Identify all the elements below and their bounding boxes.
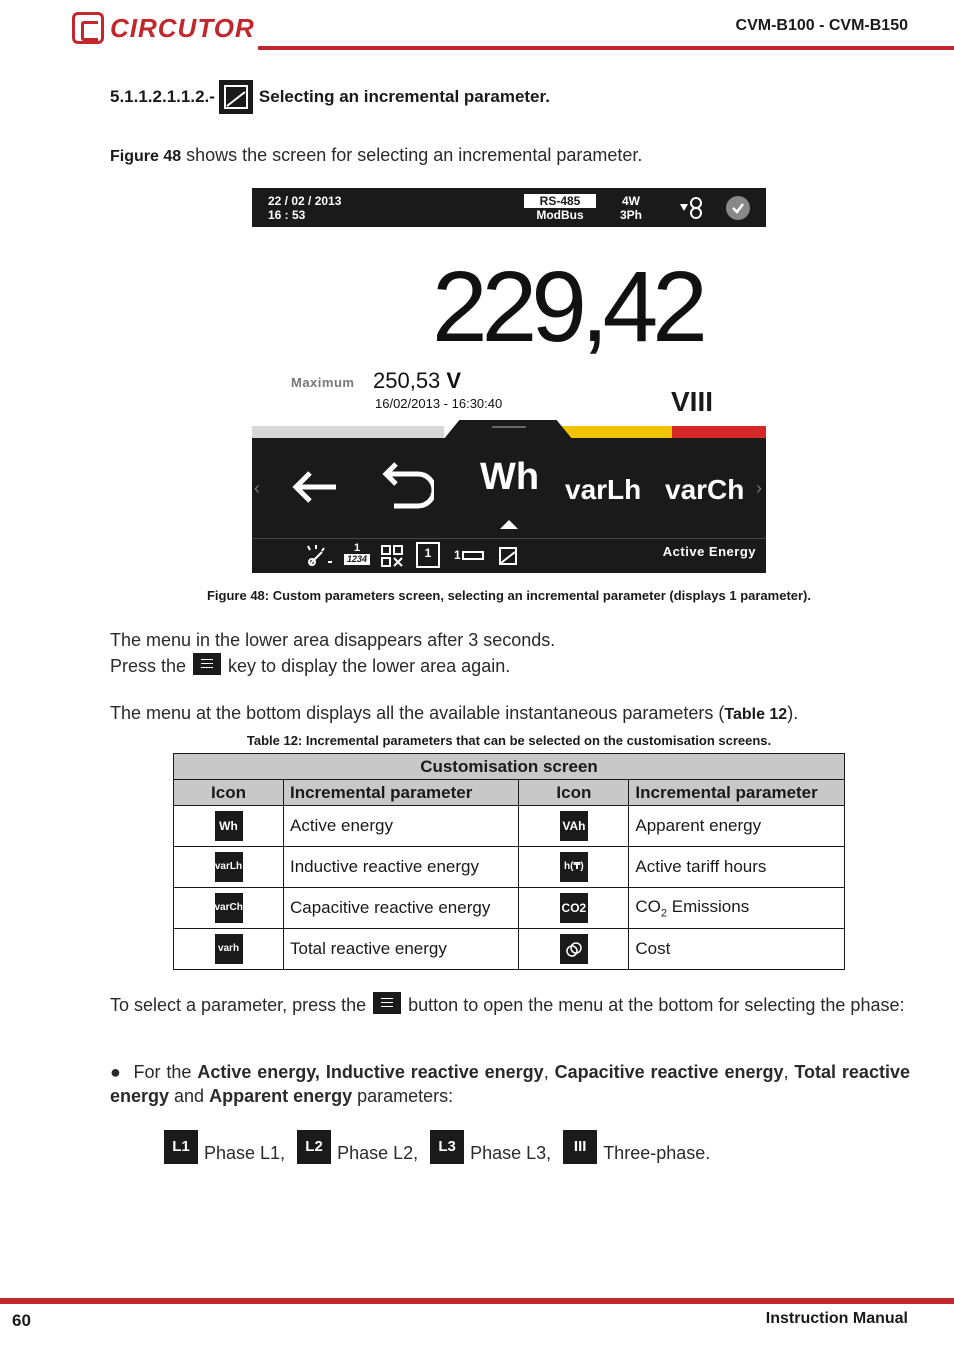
intro-text: shows the screen for selecting an incremental parameter. <box>181 145 643 165</box>
bullet-text: , <box>783 1062 795 1082</box>
menu-item-varch[interactable]: varCh <box>665 474 745 505</box>
menu-item-varlh[interactable]: varLh <box>565 474 642 505</box>
counter-indicator <box>344 543 370 565</box>
menu-key-icon <box>193 653 221 675</box>
document-id: CVM-B100 - CVM-B150 <box>735 17 908 34</box>
table-title: Customisation screen <box>174 754 845 780</box>
page-number: 60 <box>12 1311 31 1330</box>
one-parameter-number: 1 <box>454 548 461 562</box>
bullet-bold: Capacitive reactive energy <box>554 1062 784 1082</box>
select-parameter-paragraph <box>110 992 910 1018</box>
bullet-bold: Apparent energy <box>209 1086 353 1106</box>
wiring-top: 4W <box>622 194 640 208</box>
table-cell <box>629 888 845 929</box>
section-title: Selecting an incremental parameter. <box>258 87 550 106</box>
gauge-icon <box>306 544 334 573</box>
bullet-text: parameters: <box>352 1086 454 1106</box>
brand-logo-icon <box>72 12 104 44</box>
menu-hint-text-b: key to display the lower area again. <box>223 656 511 676</box>
table-cell: Inductive reactive energy <box>284 847 519 888</box>
max-value-number: 250,53 <box>373 368 441 393</box>
table-header: Incremental parameter <box>629 780 845 806</box>
status-parameter-name: Active Energy <box>662 544 756 559</box>
incremental-parameters-table <box>173 753 845 970</box>
bullet-text: and <box>169 1086 210 1106</box>
cost-icon <box>560 934 588 964</box>
figure-reference: Figure 48 <box>110 148 182 165</box>
menu-hint-text-a: Press the <box>110 656 192 676</box>
main-reading: 229,42 <box>432 251 702 363</box>
table-caption: Table 12: Incremental parameters that can be selected on the customisation screens. <box>246 733 772 748</box>
chevron-right-icon[interactable]: › <box>756 478 762 498</box>
co2-icon: CO2 <box>560 893 588 923</box>
max-value-unit: V <box>446 368 462 393</box>
screen-time: 16 : 53 <box>268 208 306 222</box>
screen-status-bar <box>252 188 766 227</box>
varlh-icon: varLh <box>215 852 243 882</box>
footer-rule <box>0 1298 954 1304</box>
table-header: Icon <box>519 780 629 806</box>
battery-icon <box>678 196 706 225</box>
device-screen <box>252 188 766 573</box>
section-number: 5.1.1.2.1.1.2.- <box>110 87 215 106</box>
table-header: Incremental parameter <box>284 780 519 806</box>
varh-icon: varh <box>215 934 243 964</box>
table-row <box>174 929 845 970</box>
wh-icon: Wh <box>215 811 243 841</box>
phase-indicator: VIII <box>671 386 714 417</box>
single-display-icon: 1 <box>416 542 440 568</box>
ok-check-icon <box>726 196 750 220</box>
menu-hint-line1: The menu in the lower area disappears after 3 seconds. <box>110 630 556 650</box>
menu-params-end: ). <box>787 703 799 723</box>
table-cell: Cost <box>629 929 845 970</box>
co2-emissions-text: Emissions <box>667 896 750 916</box>
menu-item-wh[interactable]: Wh <box>480 456 540 498</box>
select-text-b: button to open the menu at the bottom for selecting the phase: <box>403 995 905 1015</box>
counter-top: 1 <box>353 542 361 554</box>
bullet-icon: ● <box>110 1062 134 1082</box>
header-rule <box>258 46 954 50</box>
phase-l1-label: Phase L1, <box>204 1143 286 1163</box>
one-parameter-indicator <box>454 548 484 562</box>
tab-handle <box>492 426 526 428</box>
select-text-a: To select a parameter, press the <box>110 995 372 1015</box>
phase-l2-key: L2 <box>297 1130 331 1164</box>
table-row <box>174 888 845 929</box>
grid-layout-icon <box>380 544 404 573</box>
back-arrow-icon[interactable] <box>288 463 340 516</box>
bullet-text: For the <box>133 1062 198 1082</box>
bullet-text: , <box>543 1062 555 1082</box>
co2-text: CO <box>635 896 661 916</box>
caret-up-icon <box>500 520 518 529</box>
menu-params-paragraph <box>110 700 798 728</box>
phase-keys <box>164 1130 722 1164</box>
table-reference: Table 12 <box>724 706 788 723</box>
table-header: Icon <box>174 780 284 806</box>
three-phase-key: III <box>563 1130 597 1164</box>
intro-paragraph <box>110 142 642 170</box>
menu-params-text: The menu at the bottom displays all the available instantaneous parameters ( <box>110 703 725 723</box>
screen-datetime <box>268 194 341 222</box>
three-phase-label: Three-phase. <box>603 1143 711 1163</box>
incremental-parameter-icon <box>219 80 253 114</box>
counter-bottom: 1234 <box>344 554 370 565</box>
brand-logo <box>72 12 255 44</box>
rectangle-icon <box>462 551 484 560</box>
return-icon[interactable] <box>382 458 434 519</box>
scale-bar-red <box>672 426 766 438</box>
scale-bar-gray <box>252 426 444 438</box>
max-label: Maximum <box>291 375 355 390</box>
menu-hint-paragraph <box>110 627 555 679</box>
wiring-bottom: 3Ph <box>620 208 643 222</box>
varch-icon: varCh <box>215 893 243 923</box>
table-cell: Capacitive reactive energy <box>284 888 519 929</box>
table-cell: Active energy <box>284 806 519 847</box>
tariff-hours-icon: h(₸) <box>560 852 588 882</box>
max-datetime: 16/02/2013 - 16:30:40 <box>375 396 503 411</box>
menu-hint-line2 <box>110 653 555 679</box>
phase-l2-label: Phase L2, <box>337 1143 419 1163</box>
vah-icon: VAh <box>560 811 588 841</box>
figure-caption: Figure 48: Custom parameters screen, selecting an incremental parameter (displays 1 parameter). <box>206 588 812 603</box>
table-cell: Apparent energy <box>629 806 845 847</box>
scale-bar-yellow <box>562 426 672 438</box>
menu-button-icon <box>373 992 401 1014</box>
phase-l3-label: Phase L3, <box>470 1143 552 1163</box>
table-cell: Active tariff hours <box>629 847 845 888</box>
phase-l1-key: L1 <box>164 1130 198 1164</box>
comm-modbus-label: ModBus <box>536 208 584 222</box>
bullet-item <box>110 1060 910 1108</box>
wiring-indicator <box>620 194 642 222</box>
co2-subscript: 2 <box>660 907 668 920</box>
footer-title: Instruction Manual <box>765 1310 908 1327</box>
chevron-left-icon[interactable]: ‹ <box>254 478 260 498</box>
incremental-small-icon <box>498 546 518 571</box>
bullet-bold: Total reactive energy <box>110 1062 910 1106</box>
screen-date: 22 / 02 / 2013 <box>268 194 342 208</box>
section-heading <box>110 80 550 114</box>
table-row <box>174 806 845 847</box>
max-value <box>373 368 461 394</box>
bullet-bold: Active energy, Inductive reactive energy <box>197 1062 544 1082</box>
comm-protocol-badge: RS-485 <box>524 194 596 208</box>
brand-name: CIRCUTOR <box>110 12 255 43</box>
table-cell: Total reactive energy <box>284 929 519 970</box>
phase-l3-key: L3 <box>430 1130 464 1164</box>
table-row <box>174 847 845 888</box>
